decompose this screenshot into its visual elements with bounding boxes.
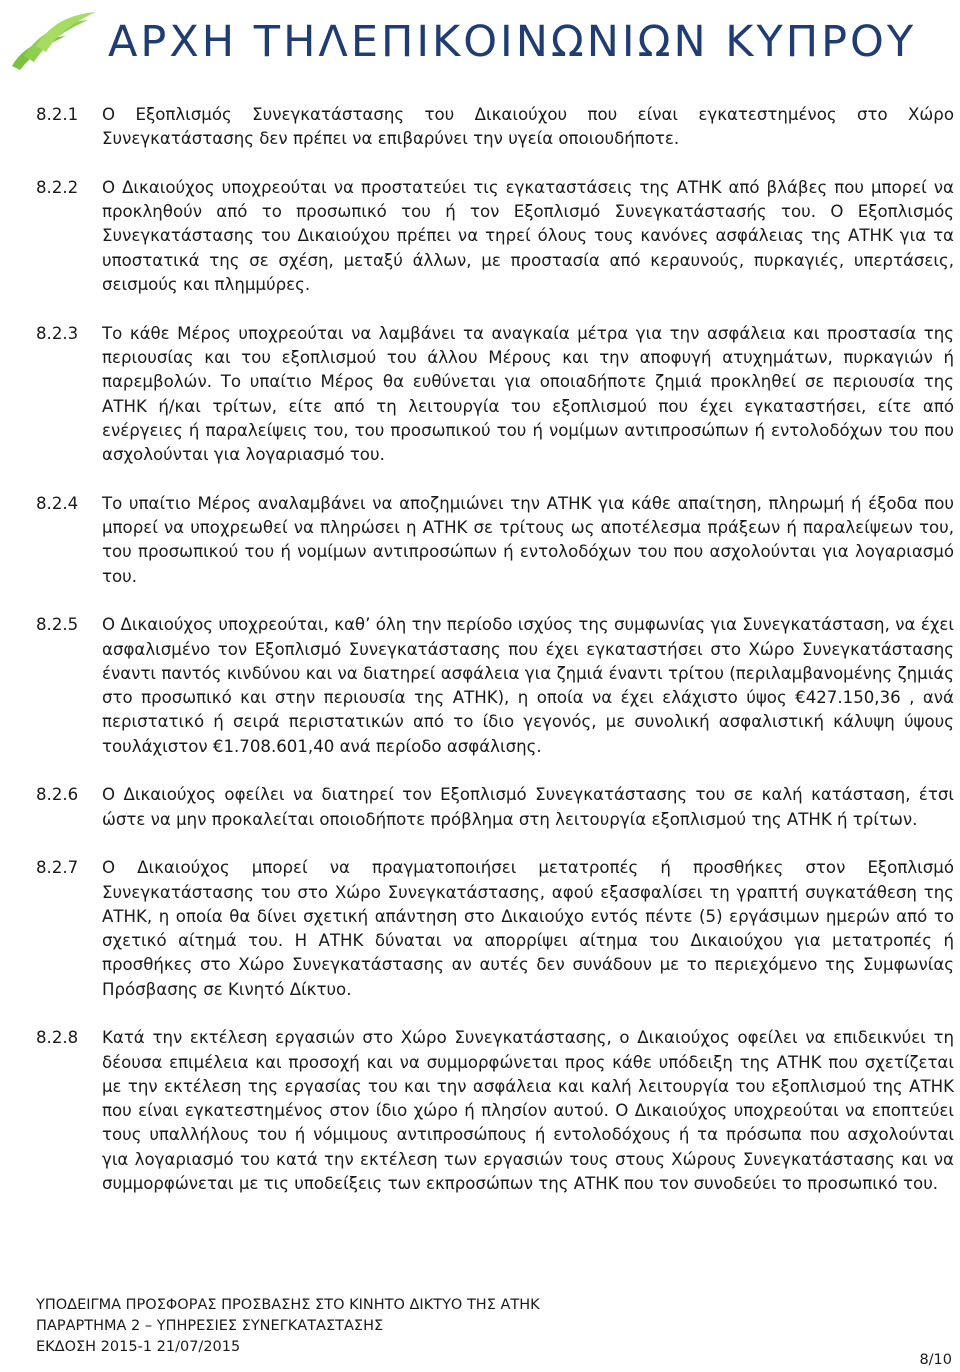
clause-item: [36, 783, 956, 832]
clause-text: Ο Δικαιούχος υποχρεούται να προστατεύει τις εγκαταστάσεις της ΑΤΗΚ από βλάβες που μπορεί να προκληθούν από το προσωπικό του ή τον Εξοπλισμό Συνεγκατάστασής του. Ο Εξοπλισμός Συνεγκατάστασης του Δικαιούχου πρέπει να τηρεί όλους τους κανόνες ασφάλειας της ΑΤΗΚ για τα υποστατικά της σε σχέση, μεταξύ άλλων, με προστασία από κεραυνούς, πυρκαγιές, υπερτάσεις, σεισμούς και πλημμύρες.: [102, 177, 954, 295]
document-body: [36, 103, 956, 1221]
cyta-logo-icon: [8, 8, 100, 78]
clause-number: 8.2.2: [36, 177, 79, 197]
clause-item: [36, 492, 956, 589]
clause-text: Ο Εξοπλισμός Συνεγκατάστασης του Δικαιούχου που είναι εγκατεστημένος στο Χώρο Συνεγκατάστασης δεν πρέπει να επιβαρύνει την υγεία οποιουδήποτε.: [102, 105, 954, 149]
page-header: [0, 0, 960, 80]
page-footer: [36, 1295, 956, 1358]
clause-text: Ο Δικαιούχος οφείλει να διατηρεί τον Εξοπλισμό Συνεγκατάστασης του σε καλή κατάσταση, έτσι ώστε να μην προκαλείται οποιοδήποτε πρόβλημα στη λειτουργία εξοπλισμού της ΑΤΗΚ ή τρίτων.: [102, 785, 954, 829]
clause-text: Ο Δικαιούχος υποχρεούται, καθ’ όλη την περίοδο ισχύος της συμφωνίας για Συνεγκατάσταση, να έχει ασφαλισμένο τον Εξοπλισμό Συνεγκατάστασης που έχει εγκαταστήσει στο Χώρο Συνεγκατάστασης έναντι παντός κινδύνου και να διατηρεί ασφάλεια για ζημιά έναντι τρίτου (περιλαμβανομένης ζημιάς στο προσωπικό και στην περιουσία της ΑΤΗΚ), η οποία να έχει ελάχιστο ύψος €427.150,36 , ανά περιστατικό ή σειρά περιστατικών από το ίδιο γεγονός, με συνολική ασφαλιστική κάλυψη ύψους τουλάχιστον €1.708.601,40 ανά περίοδο ασφάλισης.: [102, 615, 954, 756]
clause-number: 8.2.7: [36, 858, 79, 878]
page-number: 8/10: [919, 1352, 952, 1368]
clause-number: 8.2.6: [36, 785, 79, 805]
clause-number: 8.2.4: [36, 493, 79, 513]
footer-document-title: ΥΠΟΔΕΙΓΜΑ ΠΡΟΣΦΟΡΑΣ ΠΡΟΣΒΑΣΗΣ ΣΤΟ ΚΙΝΗΤΟ ΔΙΚΤΥΟ ΤΗΣ ΑΤΗΚ: [36, 1297, 540, 1313]
footer-edition: ΕΚΔΟΣΗ 2015-1 21/07/2015: [36, 1339, 241, 1355]
clause-item: [36, 103, 956, 152]
clause-number: 8.2.8: [36, 1028, 79, 1048]
clause-text: Κατά την εκτέλεση εργασιών στο Χώρο Συνεγκατάστασης, ο Δικαιούχος οφείλει να επιδεικνύει τη δέουσα επιμέλεια και προσοχή και να συμμορφώνεται προς κάθε υπόδειξη της ΑΤΗΚ που σχετίζεται με την εκτέλεση της εργασίας του και την ασφάλεια και καλή λειτουργία του εξοπλισμού της ΑΤΗΚ που είναι εγκατεστημένος στον ίδιο χώρο ή πλησίον αυτού. Ο Δικαιούχος υποχρεούται να εποπτεύει τους υπαλλήλους του ή νόμιμους αντιπροσώπους ή εντολοδόχους ή τα πρόσωπα που ασχολούνται για λογαριασμό του κατά την εκτέλεση των εργασιών τους στους Χώρους Συνεγκατάστασης και να συμμορφώνεται με τις υποδείξεις των εκπροσώπων της ΑΤΗΚ που τον συνοδεύει το προσωπικό του.: [102, 1028, 954, 1194]
organization-name: ΑΡΧΗ ΤΗΛΕΠΙΚΟΙΝΩΝΙΩΝ ΚΥΠΡΟΥ: [108, 17, 917, 67]
clause-item: [36, 1026, 956, 1196]
clause-item: [36, 322, 956, 468]
clause-text: Ο Δικαιούχος μπορεί να πραγματοποιήσει μετατροπές ή προσθήκες στον Εξοπλισμό Συνεγκατάστασης του στο Χώρο Συνεγκατάστασης, αφού εξασφαλίσει τη γραπτή συγκατάθεση της ΑΤΗΚ, η οποία θα δίνει σχετική απάντηση στο Δικαιούχο εντός πέντε (5) εργάσιμων ημερών από το σχετικό αίτημά του. Η ΑΤΗΚ δύναται να απορρίψει αίτημα του Δικαιούχου για μετατροπές ή προσθήκες στο Χώρο Συνεγκατάστασης αν αυτές δεν συνάδουν με το περιεχόμενο της Συμφωνίας Πρόσβασης σε Κινητό Δίκτυο.: [102, 858, 954, 999]
clause-number: 8.2.5: [36, 615, 79, 635]
clause-number: 8.2.3: [36, 323, 79, 343]
footer-annex-title: ΠΑΡΑΡΤΗΜΑ 2 – ΥΠΗΡΕΣΙΕΣ ΣΥΝΕΓΚΑΤΑΣΤΑΣΗΣ: [36, 1318, 384, 1334]
clause-item: [36, 613, 956, 759]
clause-number: 8.2.1: [36, 105, 79, 124]
clause-item: [36, 856, 956, 1002]
clause-item: [36, 176, 956, 297]
clause-text: Το υπαίτιο Μέρος αναλαμβάνει να αποζημιώνει την ΑΤΗΚ για κάθε απαίτηση, πληρωμή ή έξοδα που μπορεί να υποχρεωθεί να πληρώσει η ΑΤΗΚ σε τρίτους ως αποτέλεσμα πράξεων ή παραλείψεων του, του προσωπικού του ή νομίμων αντιπροσώπων ή εντολοδόχων του που ασχολούνται για λογαριασμό του.: [102, 493, 954, 586]
clause-text: Το κάθε Μέρος υποχρεούται να λαμβάνει τα αναγκαία μέτρα για την ασφάλεια και προστασία της περιουσίας και του εξοπλισμού του άλλου Μέρους και την αποφυγή ατυχημάτων, πυρκαγιών ή παρεμβολών. Το υπαίτιο Μέρος θα ευθύνεται για οποιαδήποτε ζημιά προκληθεί σε περιουσία της ΑΤΗΚ ή/και τρίτων, είτε από τη λειτουργία του εξοπλισμού που έχει εγκαταστήσει, είτε από ενέργειες ή παραλείψεις του, του προσωπικού του ή νομίμων αντιπροσώπων ή εντολοδόχων του που ασχολούνται για λογαριασμό του.: [102, 323, 954, 465]
